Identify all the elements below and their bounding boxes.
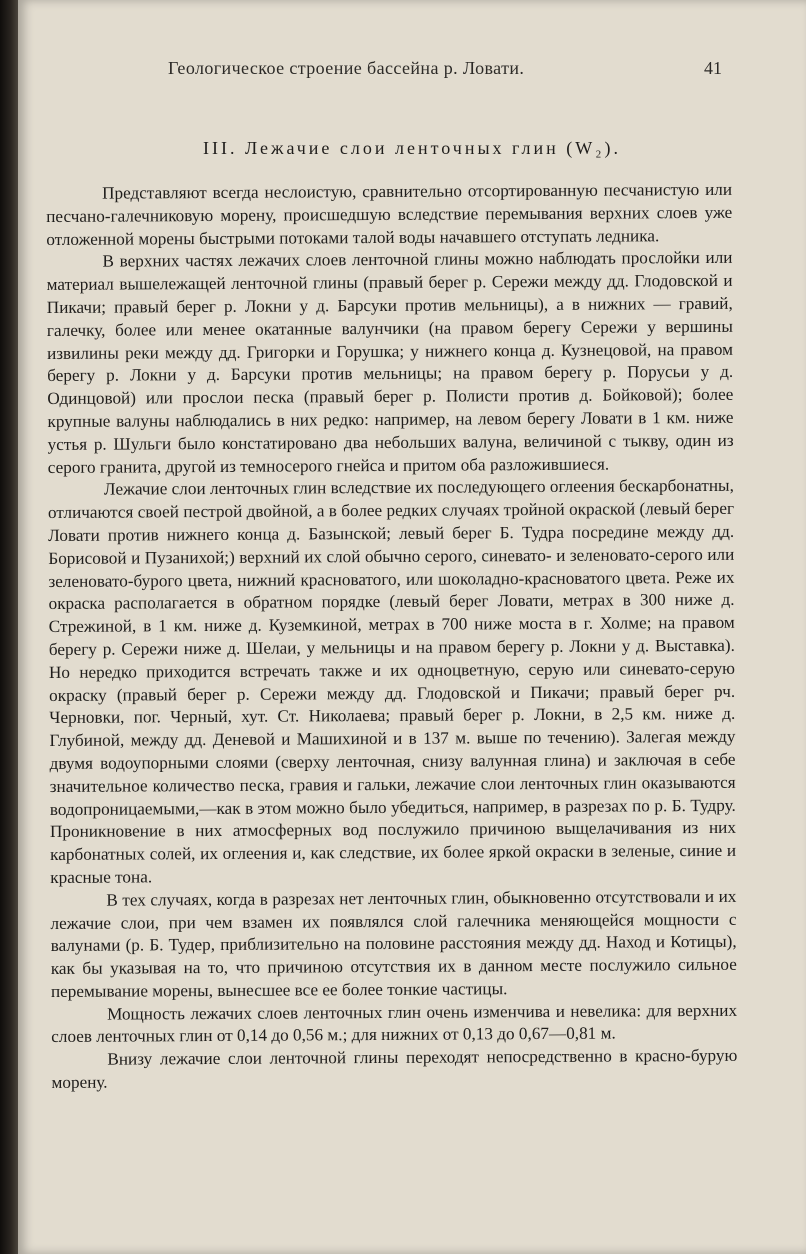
book-spine-shadow [0, 0, 18, 1254]
paragraph: Представляют всегда неслоистую, сравнительно отсортированную песчанистую или песчано-галечниковую морену, происшедшую вследствие перемывания верхних слоев уже отложенной морены быстрыми потоками талой воды начавшего отступать ледника. [46, 179, 733, 249]
paragraph: В тех случаях, когда в разрезах нет ленточных глин, обыкновенно отсутствовали и их лежачие слои, при чем взамен их появлялся слой галечника меняющейся мощности с валунами (р. Б. Тудер, приблизительно на половине расстояния между дд. Наход и Котицы), как бы указывая на то, что причиною отсутствия их в данном месте послужило сильное перемывание морены, вынесшее все ее более тонкие частицы. [50, 886, 737, 1001]
paragraph: В верхних частях лежачих слоев ленточной глины можно наблюдать прослойки или материал вышележащей ленточной глины (правый берег р. Сережи между дд. Глодовской и Пикачи; правый берег р. Локни у д. Барсуки против мельницы), а в нижних — гравий, галечку, более или менее окатанные валунчики (на правом берегу Сережи у вершины извилины реки между дд. Григорки и Горушка; у нижнего конца д. Кузнецовой, на правом берегу р. Локни у д. Барсуки против мельницы; на правом берегу р. Порусьи у д. Одинцовой) или прослои песка (правый берег р. Полисти против д. Бойковой); более крупные валуны наблюдались в них редко: например, на левом берегу Ловати в 1 км. ниже устья р. Шульги было констатировано два небольших валуна, величиной с тыкву, один из серого гранита, другой из темносерого гнейса и притом оба разложившиеся. [46, 248, 734, 477]
running-title: Геологическое строение бассейна р. Ловати. [168, 58, 525, 78]
paragraph: Внизу лежачие слои ленточной глины переходят непосредственно в красно-бурую морену. [51, 1046, 738, 1093]
book-page [18, 0, 806, 1254]
section-heading: III. Лежачие слои ленточных глин (W₂). [202, 138, 622, 158]
paragraph: Лежачие слои ленточных глин вследствие их последующего оглеения бескарбонатны, отличаются своей пестрой двойной, а в более редких случаях тройной окраской (левый берег Ловати против нижнего конца д. Базынской; левый берег Б. Тудра посредине между дд. Борисовой и Пузанихой;) верхний их слой обычно серого, синевато- и зеленовато-серого или зеленовато-бурого цвета, нижний красноватого, или шоколадно-красноватого цвета. Реже их окраска располагается в обратном порядке (левый берег Ловати, метрах в 300 ниже д. Стрежиной, в 1 км. ниже д. Куземкиной, метрах в 700 ниже моста в г. Холме; на правом берегу р. Сережи ниже д. Шелаи, у мельницы и на правом берегу р. Локни у д. Выставка). Но нередко приходится встречать также и их одноцветную, серую или синевато-серую окраску (правый берег р. Сережи между дд. Глодовской и Пикачи; правый берег рч. Черновки, пог. Черный, хут. Ст. Николаева; правый берег р. Локни, в 2,5 км. ниже д. Глубиной, между дд. Деневой и Машихиной и в 137 м. выше по течению). Залегая между двумя водоупорными слоями (сверху ленточная, снизу валунная глина) и заключая в себе значительное количество песка, гравия и гальки, лежачие слои ленточных глин оказываются водопроницаемыми,—как в этом можно было убедиться, например, в разрезах по р. Б. Тудру. Проникновение в них атмосферных вод послужило причиною выщелачивания из них карбонатных солей, их оглеения и, как следствие, их более яркой окраски в зеленые, синие и красные тона. [47, 476, 737, 887]
paragraph: Мощность лежачих слоев ленточных глин очень изменчива и невелика: для верхних слоев ленточных глин от 0,14 до 0,56 м.; для нижних от 0,13 до 0,67—0,81 м. [51, 1000, 738, 1047]
page-number: 41 [704, 58, 722, 78]
body-text [46, 179, 738, 1095]
